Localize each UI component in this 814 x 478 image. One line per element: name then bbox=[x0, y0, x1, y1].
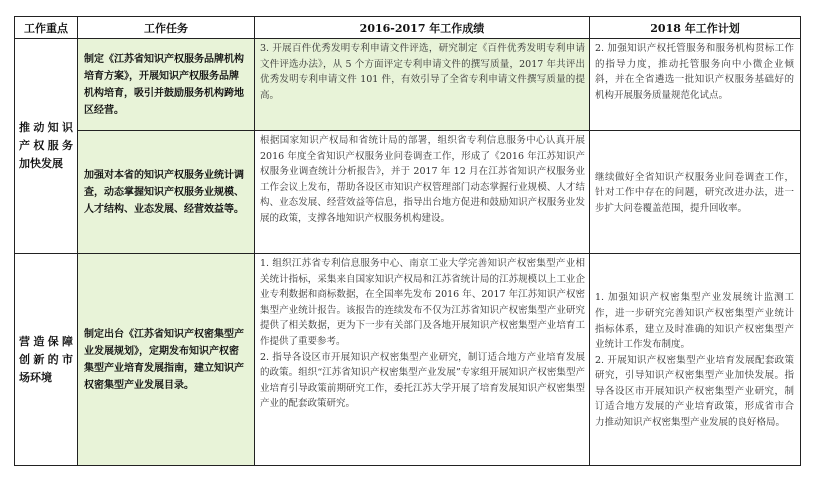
result-cell bbox=[255, 254, 590, 466]
plan-cell bbox=[590, 254, 801, 466]
focus-cell: 推动知识产权服务加快发展 bbox=[15, 39, 78, 254]
focus-cell: 营造保障创新的市场环境 bbox=[15, 254, 78, 466]
table-row bbox=[15, 39, 801, 131]
table-row bbox=[15, 254, 801, 466]
header-row bbox=[15, 17, 801, 39]
work-plan-table bbox=[14, 16, 801, 466]
task-cell: 制定《江苏省知识产权服务品牌机构培育方案》，开展知识产权服务品牌机构培育，吸引并鼓励服务机构跨地区经营。 bbox=[78, 39, 255, 131]
plan-paragraph: 2. 开展知识产权密集型产业培育发展配套政策研究，引导知识产权密集型产业加快发展。指导各设区市开展知识产权密集型产业研究，制订适合地方发展的产业培育政策，形成省市合力推动知识产权密集型产业发展的良好格局。 bbox=[595, 354, 794, 429]
plan-cell bbox=[590, 131, 801, 254]
header-plan: 2018 年工作计划 bbox=[590, 17, 801, 39]
result-cell bbox=[255, 39, 590, 131]
header-focus: 工作重点 bbox=[15, 17, 78, 39]
result-paragraph: 根据国家知识产权局和省统计局的部署，组织省专利信息服务中心认真开展 2016 年度全省知识产权服务业问卷调查工作，形成了《2016 年江苏知识产权服务业调查统计分析报告》，并于 2017 年 12 月在江苏省知识产权服务业工作会议上发布，帮助各设区市知识产权管理部门动态掌握行业规模、人才结构、业态发展、经营效益等信息，指导出台地方促进和鼓励知识产权服务业发展的政策，支撑各地知识产权服务机构建设。 bbox=[260, 135, 585, 224]
plan-paragraph: 继续做好全省知识产权服务业问卷调查工作，针对工作中存在的问题，研究改进办法，进一步扩大问卷覆盖范围，提升回收率。 bbox=[595, 171, 794, 214]
header-result: 2016-2017 年工作成绩 bbox=[255, 17, 590, 39]
plan-cell bbox=[590, 39, 801, 131]
task-cell: 制定出台《江苏省知识产权密集型产业发展规划》，定期发布知识产权密集型产业培育发展指南，建立知识产权密集型产业发展目录。 bbox=[78, 254, 255, 466]
result-paragraph: 3. 开展百件优秀发明专利申请文件评选，研究制定《百件优秀发明专利申请文件评选办法》，从 5 个方面评定专利申请文件的撰写质量，2017 年共评出优秀发明专利申请文件 101 件，有效引导了全省专利申请文件撰写质量的提高。 bbox=[260, 43, 585, 101]
table-row bbox=[15, 131, 801, 254]
plan-paragraph: 1. 加强知识产权密集型产业发展统计监测工作，进一步研究完善知识产权密集型产业统计指标体系，建立及时准确的知识产权密集型产业统计工作发布制度。 bbox=[595, 292, 794, 351]
result-paragraph: 2. 指导各设区市开展知识产权密集型产业研究，制订适合地方产业培育发展的政策。组织“江苏省知识产权密集型产业发展”专家组开展知识产权密集型产业培育引导政策前期研究工作，委托江苏大学开展了培育发展知识产权密集型产业的配套政策研究。 bbox=[260, 351, 585, 410]
result-cell bbox=[255, 131, 590, 254]
header-task: 工作任务 bbox=[78, 17, 255, 39]
plan-paragraph: 2. 加强知识产权托管服务和服务机构贯标工作的指导力度，推动托管服务向中小微企业倾斜，并在全省遴选一批知识产权服务基础好的机构开展服务质量规范化试点。 bbox=[595, 43, 794, 101]
result-paragraph: 1. 组织江苏省专利信息服务中心、南京工业大学完善知识产权密集型产业相关统计指标，采集来自国家知识产权局和江苏省统计局的江苏规模以上工业企业专利数据和商标数据，在全国率先发布 2016 年、2017 年江苏知识产权密集型产业统计报告。该报告的连续发布不仅为江苏省知识产权密集型产业研究提供了相关数据，更为下一步有关部门及各地开展知识产权密集型产业培育工作提供了重要参考。 bbox=[260, 258, 585, 347]
task-cell: 加强对本省的知识产权服务业统计调查，动态掌握知识产权服务业规模、人才结构、业态发展、经营效益等。 bbox=[78, 131, 255, 254]
